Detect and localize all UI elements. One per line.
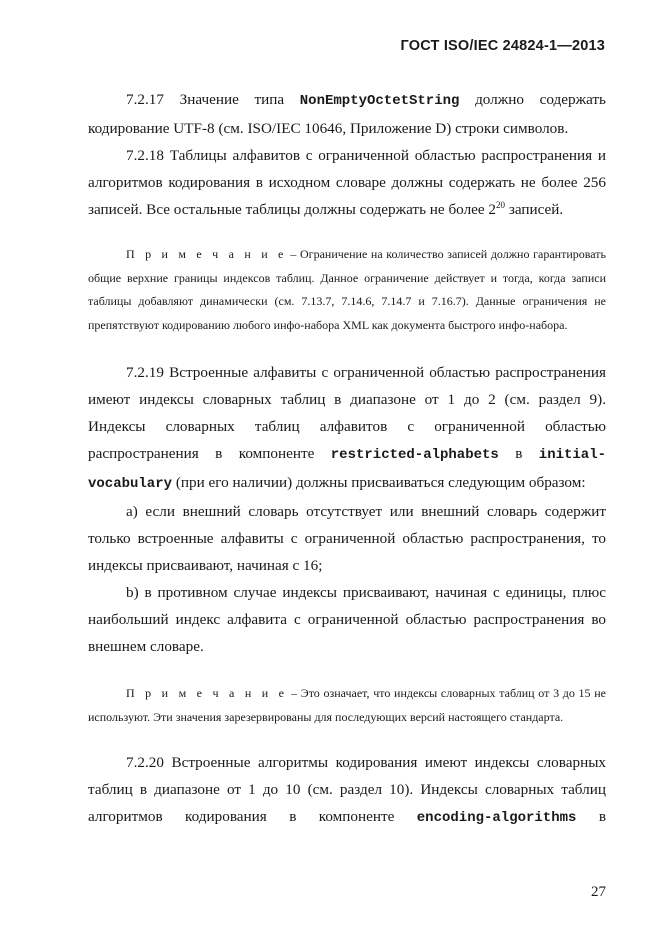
note-1-text: – Ограничение на количество записей должно гарантировать общие верхние границы индексов таблиц. Данное ограничение действует и тогда, когда записи таблицы добавляют динамически (см. 7.13.7, 7.14.6, 7.14.7 и 7.16.7). Данные ограничения не препятствуют кодированию любого инфо-набора XML как документа быстрого инфо-набора. bbox=[88, 247, 606, 332]
clause-7-2-20-text-b: в bbox=[576, 808, 606, 825]
clause-7-2-19-text-b: в bbox=[498, 445, 539, 462]
clause-7-2-19 bbox=[88, 359, 606, 498]
clause-7-2-17-text-b: должно содержать кодирование UTF-8 (см. ISO/IEC 10646, Приложение D) строки символов. bbox=[88, 91, 606, 137]
note-1 bbox=[88, 243, 606, 337]
clause-7-2-17-code: NonEmptyOctetString bbox=[299, 93, 460, 109]
list-item-a: a) если внешний словарь отсутствует или внешний словарь содержит только встроенные алфавиты с ограниченной областью распространения, то индексы присваивают, начиная с 16; bbox=[88, 503, 606, 574]
clause-7-2-17-text-a: 7.2.17 Значение типа bbox=[126, 91, 300, 108]
note-1-label: П р и м е ч а н и е bbox=[126, 247, 287, 261]
clause-7-2-20-code: encoding-algorithms bbox=[416, 810, 577, 826]
clause-7-2-18-text-b: записей. bbox=[505, 201, 564, 218]
note-2 bbox=[88, 682, 606, 729]
clause-7-2-19-text-a: 7.2.19 Встроенные алфавиты с ограниченной областью распространения имеют индексы словарных таблиц в диапазоне от 1 до 2 (см. раздел 9). Индексы словарных таблиц алфавитов с ограниченной областью распространения в компоненте bbox=[88, 364, 606, 462]
clause-7-2-19-code-initial-vocabulary: initial-vocabulary bbox=[88, 447, 607, 492]
clause-7-2-18 bbox=[88, 142, 606, 223]
clause-7-2-17 bbox=[88, 86, 606, 142]
clause-7-2-18-text-a: 7.2.18 Таблицы алфавитов с ограниченной областью распространения и алгоритмов кодирования в исходном словаре должны содержать не более 256 записей. Все остальные таблицы должны содержать не более 2 bbox=[88, 147, 606, 218]
clause-7-2-20-text-a: 7.2.20 Встроенные алгоритмы кодирования имеют индексы словарных таблиц в диапазоне от 1 до 10 (см. раздел 10). Индексы словарных таблиц алгоритмов кодирования в компоненте bbox=[88, 754, 606, 825]
clause-7-2-19-text-c: (при его наличии) должны присваиваться следующим образом: bbox=[172, 474, 586, 491]
page-number: 27 bbox=[591, 884, 606, 900]
note-2-text: – Это означает, что индексы словарных таблиц от 3 до 15 не используют. Эти значения зарезервированы для последующих версий настоящего стандарта. bbox=[88, 686, 607, 724]
list-item-b: b) в противном случае индексы присваивают, начиная с единицы, плюс наибольший индекс алфавита с ограниченной областью распространения во внешнем словаре. bbox=[88, 584, 606, 655]
page-body bbox=[88, 86, 606, 832]
clause-7-2-18-exponent: 20 bbox=[496, 199, 506, 210]
document-header: ГОСТ ISO/IEC 24824-1—2013 bbox=[400, 38, 605, 54]
clause-7-2-19-code-restricted-alphabets: restricted-alphabets bbox=[330, 447, 499, 463]
note-2-label: П р и м е ч а н и е bbox=[126, 686, 288, 700]
clause-7-2-20 bbox=[88, 749, 606, 832]
